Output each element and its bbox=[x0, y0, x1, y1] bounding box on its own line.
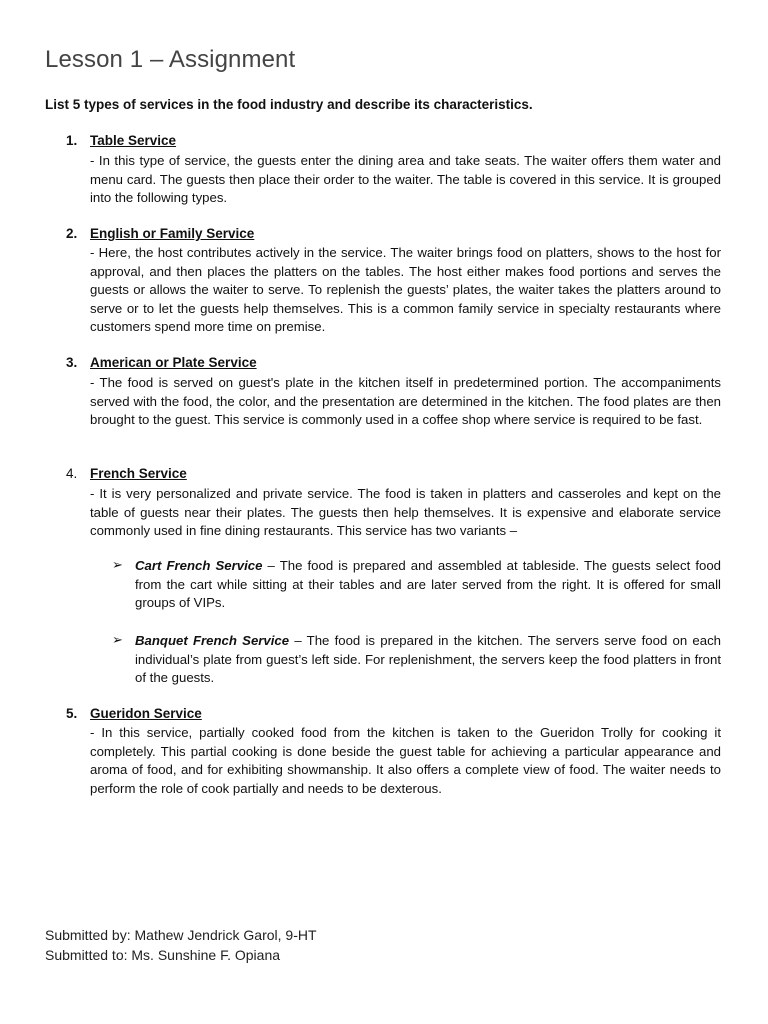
sub-item-description: – The food is prepared in the kitchen. The servers serve food on each individual’s plate from guest’s left side. For replenishment, the servers keep the food platters in front of the guests. bbox=[135, 633, 721, 686]
item-description: - The food is served on guest's plate in the kitchen itself in predetermined portion. The accompaniments served with the food, the color, and the presentation are determined in the kitchen. The food plates are then brought to the guest. This service is commonly used in a coffee shop where service is required to be fast. bbox=[90, 375, 721, 428]
item-number: 1. bbox=[66, 133, 78, 148]
item-heading: French Service bbox=[90, 466, 187, 481]
item-number: 5. bbox=[66, 706, 78, 721]
page-title: Lesson 1 – Assignment bbox=[45, 46, 296, 73]
sub-item-title: Banquet French Service bbox=[135, 633, 290, 648]
item-number: 4. bbox=[66, 466, 78, 481]
item-heading: American or Plate Service bbox=[90, 355, 257, 370]
item-heading: Gueridon Service bbox=[90, 706, 202, 721]
sub-item-text bbox=[135, 632, 721, 688]
item-heading: Table Service bbox=[90, 133, 177, 148]
item-description: - In this service, partially cooked food from the kitchen is taken to the Gueridon Trolly for cooking it completely. This partial cooking is done beside the guest table for achieving a particular appearance and aroma of food, and for exhibiting showmanship. It also offers a complete view of food. The waiter needs to perform the role of cook partially and needs to be dexterous. bbox=[90, 725, 721, 796]
submitted-by: Submitted by: Mathew Jendrick Garol, 9-HT bbox=[45, 927, 317, 943]
assignment-prompt: List 5 types of services in the food industry and describe its characteristics. bbox=[45, 97, 533, 112]
item-description: - Here, the host contributes actively in the service. The waiter brings food on platters, shows to the host for approval, and then places the platters on the tables. The host either makes food portions and serves the guests or allows the waiter to serve. To replenish the guests’ plates, the waiter takes the platters around to serve or to let the guests help themselves. This is a common family service in specialty restaurants where customers spend more time on premise. bbox=[90, 245, 721, 335]
arrow-bullet-icon: ➢ bbox=[112, 557, 123, 572]
sub-item-title: Cart French Service bbox=[135, 558, 263, 573]
item-heading: English or Family Service bbox=[90, 226, 255, 241]
sub-item-description: – The food is prepared and assembled at tableside. The guests select food from the cart while sitting at their tables and are later served from the right. It is offered for small groups of VIPs. bbox=[135, 558, 721, 611]
item-description: - In this type of service, the guests enter the dining area and take seats. The waiter offers them water and menu card. The guests then place their order to the waiter. The table is covered in this service. It is grouped into the following types. bbox=[90, 153, 721, 206]
submitted-to: Submitted to: Ms. Sunshine F. Opiana bbox=[45, 947, 281, 963]
item-number: 2. bbox=[66, 226, 78, 241]
item-description: - It is very personalized and private service. The food is taken in platters and casseroles and kept on the table of guests near their plates. The guests then help themselves. It is expensive and elaborate service commonly used in fine dining restaurants. This service has two variants – bbox=[90, 486, 721, 539]
item-number: 3. bbox=[66, 355, 78, 370]
arrow-bullet-icon: ➢ bbox=[112, 632, 123, 647]
sub-item-text bbox=[135, 557, 721, 613]
